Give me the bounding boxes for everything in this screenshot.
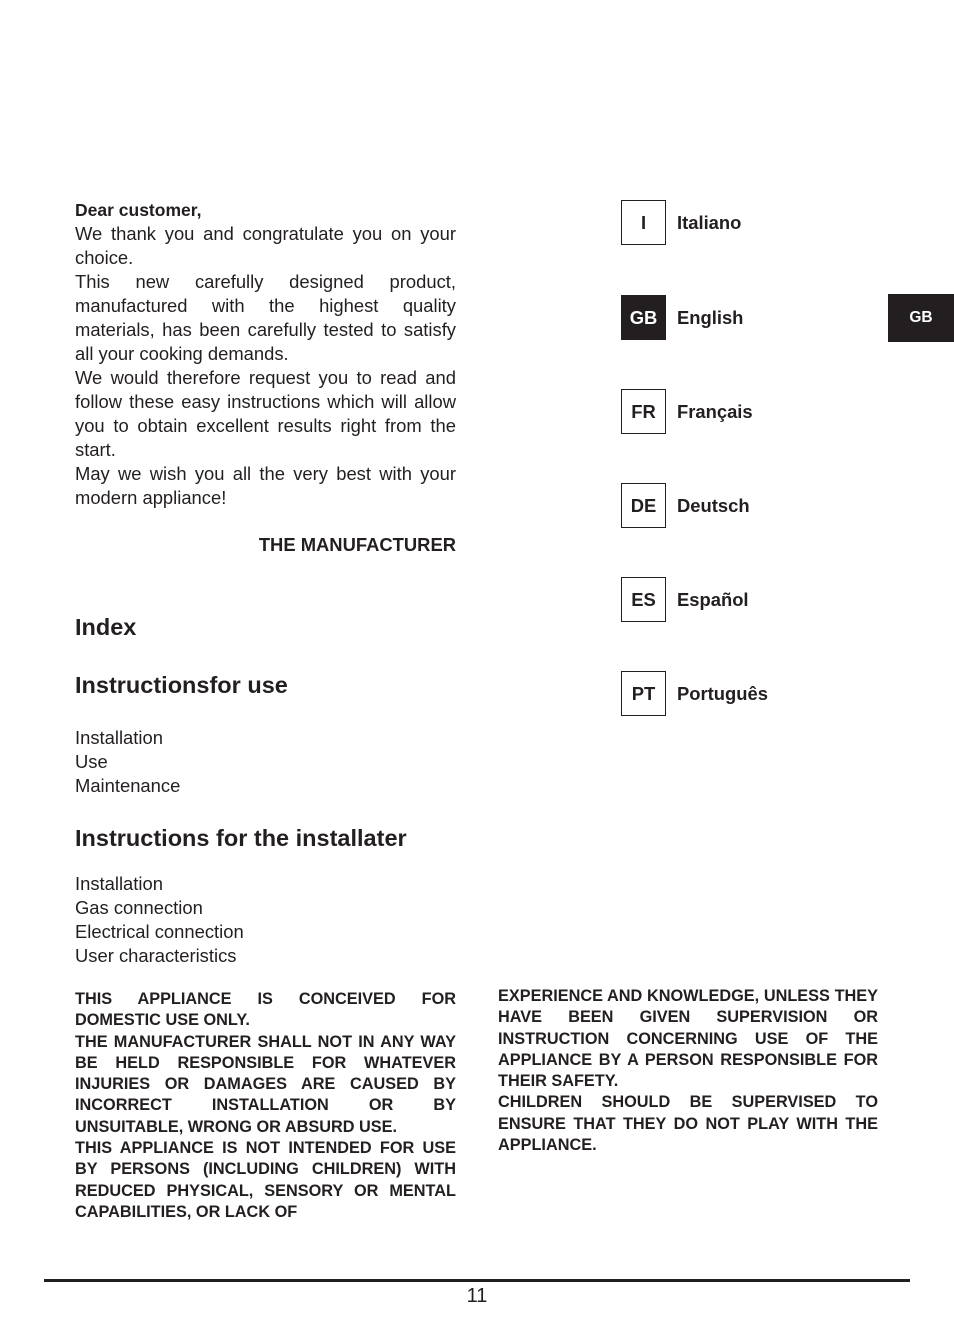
page-number: 11	[466, 1285, 488, 1307]
list-item: Electrical connection	[75, 921, 244, 942]
warning-column-2	[498, 986, 878, 1156]
list-item: Installation	[75, 873, 163, 894]
language-name: Español	[677, 588, 749, 610]
language-code: PT	[621, 671, 666, 716]
footer-rule	[44, 1279, 910, 1282]
language-name: English	[677, 306, 744, 328]
language-item-portugues[interactable]	[621, 671, 768, 716]
warning-paragraph: EXPERIENCE AND KNOWLEDGE, UNLESS THEY HAVE BEEN GIVEN SUPERVISION OR INSTRUCTION CONCERNING USE OF THE APPLIANCE BY A PERSON RESPONSIBLE FOR THEIR SAFETY.	[498, 987, 878, 1091]
language-code: DE	[621, 483, 666, 528]
language-code: I	[621, 200, 666, 245]
warning-paragraph: THIS APPLIANCE IS CONCEIVED FOR DOMESTIC USE ONLY.	[75, 990, 456, 1030]
intro-paragraph: We would therefore request you to read and follow these easy instructions which will allow you to obtain excellent results right from the start.	[75, 367, 456, 460]
section-heading: Instructions for the installater	[75, 825, 407, 851]
language-item-francais[interactable]	[621, 389, 753, 434]
language-name: Deutsch	[677, 494, 750, 516]
list-item: User characteristics	[75, 945, 237, 966]
language-item-english[interactable]	[621, 295, 743, 340]
side-language-tab[interactable]: GB	[888, 294, 954, 342]
warning-column-1	[75, 989, 456, 1223]
language-code: FR	[621, 389, 666, 434]
list-item: Gas connection	[75, 897, 203, 918]
section-list	[75, 872, 244, 968]
warning-paragraph: THIS APPLIANCE IS NOT INTENDED FOR USE BY PERSONS (INCLUDING CHILDREN) WITH REDUCED PHYSICAL, SENSORY OR MENTAL CAPABILITIES, OR LACK OF	[75, 1139, 456, 1221]
language-item-deutsch[interactable]	[621, 483, 750, 528]
warning-paragraph: THE MANUFACTURER SHALL NOT IN ANY WAY BE HELD RESPONSIBLE FOR WHATEVER INJURIES OR DAMAGES ARE CAUSED BY INCORRECT INSTALLATION OR BY UNSUITABLE, WRONG OR ABSURD USE.	[75, 1032, 456, 1136]
index-title: Index	[75, 614, 137, 640]
greeting: Dear customer,	[75, 200, 202, 220]
list-item: Maintenance	[75, 775, 181, 796]
intro-paragraph: May we wish you all the very best with your modern appliance!	[75, 463, 456, 508]
intro-paragraph: This new carefully designed product, manufactured with the highest quality materials, has been carefully tested to satisfy all your cooking demands.	[75, 271, 456, 364]
signature: THE MANUFACTURER	[258, 534, 456, 555]
list-item: Use	[75, 751, 108, 772]
list-item: Installation	[75, 727, 163, 748]
section-list	[75, 726, 180, 798]
language-code: GB	[621, 295, 666, 340]
intro-letter	[75, 198, 456, 510]
section-heading: Instructionsfor use	[75, 672, 288, 698]
language-name: Português	[677, 682, 768, 704]
language-name: Italiano	[677, 211, 742, 233]
language-name: Français	[677, 400, 753, 422]
intro-paragraph: We thank you and congratulate you on your choice.	[75, 223, 456, 268]
language-item-italiano[interactable]	[621, 200, 741, 245]
language-code: ES	[621, 577, 666, 622]
language-item-espanol[interactable]	[621, 577, 749, 622]
warning-paragraph: CHILDREN SHOULD BE SUPERVISED TO ENSURE THAT THEY DO NOT PLAY WITH THE APPLIANCE.	[498, 1093, 878, 1155]
